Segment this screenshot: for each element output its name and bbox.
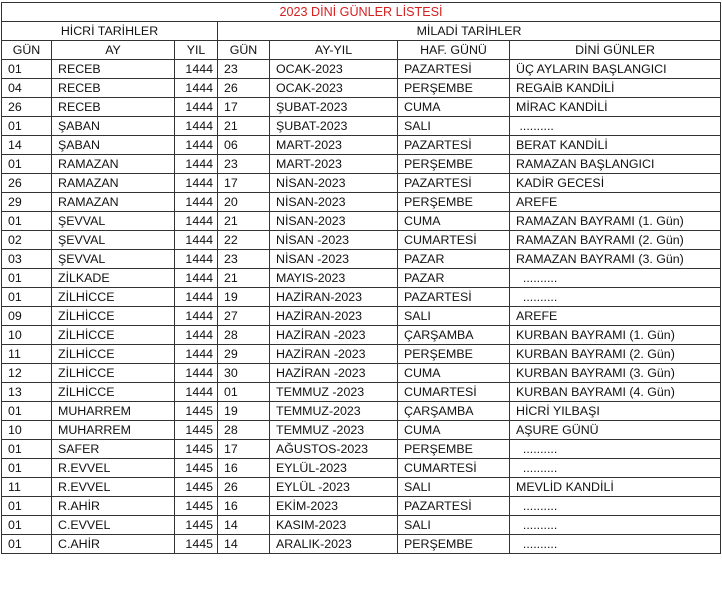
month-year-cell: TEMMUZ-2023 (270, 402, 398, 421)
hicri-year-cell: 1445 (175, 497, 218, 516)
religious-day-cell: .......... (510, 117, 721, 136)
hicri-month-cell: C.EVVEL (52, 516, 175, 535)
month-year-cell: MAYIS-2023 (270, 269, 398, 288)
miladi-day-cell: 23 (218, 250, 270, 269)
religious-day-cell: RAMAZAN BAYRAMI (1. Gün) (510, 212, 721, 231)
miladi-day-cell: 21 (218, 212, 270, 231)
weekday-cell: CUMA (398, 421, 510, 440)
religious-day-cell: AŞURE GÜNÜ (510, 421, 721, 440)
weekday-cell: CUMARTESİ (398, 231, 510, 250)
miladi-day-cell: 21 (218, 269, 270, 288)
miladi-day-cell: 06 (218, 136, 270, 155)
hicri-year-cell: 1445 (175, 535, 218, 554)
hicri-day-cell: 26 (2, 98, 52, 117)
hicri-day-cell: 01 (2, 155, 52, 174)
hicri-month-cell: RAMAZAN (52, 174, 175, 193)
hicri-day-cell: 01 (2, 288, 52, 307)
miladi-day-cell: 20 (218, 193, 270, 212)
religious-day-cell: ÜÇ AYLARIN BAŞLANGICI (510, 60, 721, 79)
hicri-month-cell: ŞEVVAL (52, 212, 175, 231)
religious-day-cell: AREFE (510, 193, 721, 212)
religious-day-cell: .......... (510, 269, 721, 288)
weekday-cell: CUMA (398, 98, 510, 117)
weekday-cell: PAZAR (398, 269, 510, 288)
table-row (2, 79, 721, 98)
religious-day-cell: .......... (510, 516, 721, 535)
miladi-day-cell: 30 (218, 364, 270, 383)
religious-day-cell: KADİR GECESİ (510, 174, 721, 193)
weekday-cell: ÇARŞAMBA (398, 326, 510, 345)
table-row (2, 212, 721, 231)
col-header-weekday: HAF. GÜNÜ (398, 41, 510, 60)
religious-day-cell: .......... (510, 535, 721, 554)
weekday-cell: PAZARTESİ (398, 288, 510, 307)
miladi-day-cell: 17 (218, 98, 270, 117)
weekday-cell: PERŞEMBE (398, 79, 510, 98)
table-row (2, 345, 721, 364)
religious-day-cell: HİCRİ YILBAŞI (510, 402, 721, 421)
month-year-cell: MART-2023 (270, 136, 398, 155)
month-year-cell: TEMMUZ -2023 (270, 421, 398, 440)
month-year-cell: EYLÜL-2023 (270, 459, 398, 478)
hicri-month-cell: ZİLHİCCE (52, 364, 175, 383)
table-row (2, 516, 721, 535)
hicri-month-cell: RAMAZAN (52, 193, 175, 212)
hicri-month-cell: C.AHİR (52, 535, 175, 554)
month-year-cell: EYLÜL -2023 (270, 478, 398, 497)
hicri-month-cell: MUHARREM (52, 421, 175, 440)
religious-day-cell: MEVLİD KANDİLİ (510, 478, 721, 497)
hicri-year-cell: 1444 (175, 231, 218, 250)
month-year-cell: ARALIK-2023 (270, 535, 398, 554)
table-row (2, 98, 721, 117)
month-year-cell: HAZİRAN-2023 (270, 288, 398, 307)
hicri-day-cell: 11 (2, 478, 52, 497)
hicri-month-cell: RECEB (52, 60, 175, 79)
hicri-day-cell: 26 (2, 174, 52, 193)
weekday-cell: SALI (398, 516, 510, 535)
hicri-day-cell: 14 (2, 136, 52, 155)
miladi-day-cell: 14 (218, 535, 270, 554)
table-row (2, 421, 721, 440)
hicri-day-cell: 12 (2, 364, 52, 383)
month-year-cell: NİSAN-2023 (270, 193, 398, 212)
month-year-cell: AĞUSTOS-2023 (270, 440, 398, 459)
table-row (2, 269, 721, 288)
miladi-day-cell: 14 (218, 516, 270, 535)
hicri-year-cell: 1444 (175, 136, 218, 155)
weekday-cell: PERŞEMBE (398, 440, 510, 459)
hicri-day-cell: 01 (2, 459, 52, 478)
table-row (2, 402, 721, 421)
hicri-month-cell: RECEB (52, 98, 175, 117)
hicri-month-cell: ZİLKADE (52, 269, 175, 288)
table-row (2, 60, 721, 79)
table-row (2, 250, 721, 269)
table-row (2, 497, 721, 516)
hicri-month-cell: ŞEVVAL (52, 231, 175, 250)
month-year-cell: NİSAN -2023 (270, 250, 398, 269)
month-year-cell: OCAK-2023 (270, 79, 398, 98)
table-row (2, 478, 721, 497)
hicri-day-cell: 01 (2, 60, 52, 79)
hicri-month-cell: MUHARREM (52, 402, 175, 421)
weekday-cell: PAZARTESİ (398, 497, 510, 516)
religious-day-cell: BERAT KANDİLİ (510, 136, 721, 155)
religious-day-cell: .......... (510, 288, 721, 307)
hicri-day-cell: 10 (2, 421, 52, 440)
hicri-year-cell: 1445 (175, 440, 218, 459)
miladi-day-cell: 17 (218, 440, 270, 459)
hicri-year-cell: 1445 (175, 421, 218, 440)
miladi-day-cell: 19 (218, 402, 270, 421)
hicri-day-cell: 01 (2, 117, 52, 136)
hicri-day-cell: 02 (2, 231, 52, 250)
weekday-cell: ÇARŞAMBA (398, 402, 510, 421)
weekday-cell: PERŞEMBE (398, 535, 510, 554)
hicri-day-cell: 10 (2, 326, 52, 345)
hicri-day-cell: 01 (2, 212, 52, 231)
table-row (2, 174, 721, 193)
month-year-cell: HAZİRAN -2023 (270, 345, 398, 364)
hicri-year-cell: 1445 (175, 516, 218, 535)
religious-day-cell: .......... (510, 497, 721, 516)
hicri-month-cell: RAMAZAN (52, 155, 175, 174)
hicri-month-cell: ZİLHİCCE (52, 307, 175, 326)
hicri-year-cell: 1444 (175, 269, 218, 288)
col-header-hicri-day: GÜN (2, 41, 52, 60)
miladi-day-cell: 21 (218, 117, 270, 136)
religious-day-cell: KURBAN BAYRAMI (2. Gün) (510, 345, 721, 364)
group-header-row (2, 22, 721, 41)
hicri-year-cell: 1444 (175, 79, 218, 98)
hicri-day-cell: 11 (2, 345, 52, 364)
religious-day-cell: KURBAN BAYRAMI (3. Gün) (510, 364, 721, 383)
hicri-month-cell: ZİLHİCCE (52, 288, 175, 307)
miladi-day-cell: 22 (218, 231, 270, 250)
hicri-day-cell: 13 (2, 383, 52, 402)
table-row (2, 535, 721, 554)
hicri-month-cell: ŞEVVAL (52, 250, 175, 269)
col-header-miladi-day: GÜN (218, 41, 270, 60)
col-header-religious-day: DİNİ GÜNLER (510, 41, 721, 60)
weekday-cell: SALI (398, 307, 510, 326)
hicri-month-cell: R.EVVEL (52, 478, 175, 497)
hicri-day-cell: 29 (2, 193, 52, 212)
miladi-day-cell: 26 (218, 478, 270, 497)
hicri-year-cell: 1444 (175, 174, 218, 193)
table-row (2, 117, 721, 136)
month-year-cell: MART-2023 (270, 155, 398, 174)
table-row (2, 383, 721, 402)
month-year-cell: OCAK-2023 (270, 60, 398, 79)
religious-day-cell: .......... (510, 459, 721, 478)
miladi-dates-header: MİLADİ TARİHLER (218, 22, 721, 41)
miladi-day-cell: 23 (218, 155, 270, 174)
hicri-month-cell: ZİLHİCCE (52, 383, 175, 402)
table-row (2, 288, 721, 307)
hicri-year-cell: 1445 (175, 459, 218, 478)
hicri-day-cell: 01 (2, 535, 52, 554)
hicri-year-cell: 1444 (175, 98, 218, 117)
religious-day-cell: REGAİB KANDİLİ (510, 79, 721, 98)
miladi-day-cell: 27 (218, 307, 270, 326)
weekday-cell: CUMA (398, 364, 510, 383)
religious-day-cell: AREFE (510, 307, 721, 326)
religious-day-cell: .......... (510, 440, 721, 459)
col-header-hicri-month: AY (52, 41, 175, 60)
religious-day-cell: RAMAZAN BAŞLANGICI (510, 155, 721, 174)
hicri-month-cell: SAFER (52, 440, 175, 459)
table-row (2, 326, 721, 345)
hicri-day-cell: 01 (2, 440, 52, 459)
weekday-cell: CUMA (398, 212, 510, 231)
month-year-cell: KASIM-2023 (270, 516, 398, 535)
hicri-year-cell: 1444 (175, 193, 218, 212)
hicri-dates-header: HİCRİ TARİHLER (2, 22, 218, 41)
hicri-day-cell: 09 (2, 307, 52, 326)
month-year-cell: TEMMUZ -2023 (270, 383, 398, 402)
hicri-day-cell: 03 (2, 250, 52, 269)
religious-day-cell: RAMAZAN BAYRAMI (3. Gün) (510, 250, 721, 269)
month-year-cell: EKİM-2023 (270, 497, 398, 516)
hicri-month-cell: ZİLHİCCE (52, 326, 175, 345)
religious-day-cell: KURBAN BAYRAMI (1. Gün) (510, 326, 721, 345)
hicri-year-cell: 1444 (175, 345, 218, 364)
hicri-month-cell: R.EVVEL (52, 459, 175, 478)
table-row (2, 440, 721, 459)
hicri-year-cell: 1444 (175, 155, 218, 174)
table-row (2, 136, 721, 155)
hicri-year-cell: 1444 (175, 212, 218, 231)
weekday-cell: PERŞEMBE (398, 155, 510, 174)
miladi-day-cell: 01 (218, 383, 270, 402)
religious-day-cell: KURBAN BAYRAMI (4. Gün) (510, 383, 721, 402)
hicri-year-cell: 1445 (175, 478, 218, 497)
table-title: 2023 DİNİ GÜNLER LİSTESİ (2, 3, 721, 22)
hicri-month-cell: RECEB (52, 79, 175, 98)
hicri-day-cell: 01 (2, 497, 52, 516)
weekday-cell: PAZARTESİ (398, 136, 510, 155)
weekday-cell: PERŞEMBE (398, 345, 510, 364)
hicri-year-cell: 1444 (175, 307, 218, 326)
religious-day-cell: RAMAZAN BAYRAMI (2. Gün) (510, 231, 721, 250)
table-row (2, 307, 721, 326)
religious-days-table (1, 2, 721, 554)
miladi-day-cell: 23 (218, 60, 270, 79)
table-row (2, 364, 721, 383)
weekday-cell: CUMARTESİ (398, 459, 510, 478)
table-row (2, 231, 721, 250)
month-year-cell: NİSAN -2023 (270, 231, 398, 250)
hicri-day-cell: 01 (2, 516, 52, 535)
weekday-cell: PAZARTESİ (398, 60, 510, 79)
table-row (2, 193, 721, 212)
hicri-day-cell: 01 (2, 269, 52, 288)
column-header-row (2, 41, 721, 60)
hicri-year-cell: 1444 (175, 326, 218, 345)
hicri-year-cell: 1444 (175, 383, 218, 402)
miladi-day-cell: 19 (218, 288, 270, 307)
month-year-cell: ŞUBAT-2023 (270, 117, 398, 136)
weekday-cell: SALI (398, 117, 510, 136)
religious-day-cell: MİRAC KANDİLİ (510, 98, 721, 117)
hicri-year-cell: 1444 (175, 250, 218, 269)
miladi-day-cell: 16 (218, 459, 270, 478)
weekday-cell: SALI (398, 478, 510, 497)
hicri-month-cell: ŞABAN (52, 117, 175, 136)
weekday-cell: CUMARTESİ (398, 383, 510, 402)
miladi-day-cell: 28 (218, 326, 270, 345)
table-body (2, 60, 721, 554)
hicri-day-cell: 04 (2, 79, 52, 98)
miladi-day-cell: 28 (218, 421, 270, 440)
hicri-year-cell: 1444 (175, 117, 218, 136)
miladi-day-cell: 16 (218, 497, 270, 516)
hicri-year-cell: 1445 (175, 402, 218, 421)
month-year-cell: HAZİRAN -2023 (270, 326, 398, 345)
miladi-day-cell: 26 (218, 79, 270, 98)
hicri-month-cell: R.AHİR (52, 497, 175, 516)
col-header-hicri-year: YIL (175, 41, 218, 60)
miladi-day-cell: 17 (218, 174, 270, 193)
hicri-year-cell: 1444 (175, 60, 218, 79)
month-year-cell: ŞUBAT-2023 (270, 98, 398, 117)
hicri-year-cell: 1444 (175, 364, 218, 383)
weekday-cell: PERŞEMBE (398, 193, 510, 212)
hicri-month-cell: ŞABAN (52, 136, 175, 155)
hicri-month-cell: ZİLHİCCE (52, 345, 175, 364)
table-row (2, 459, 721, 478)
month-year-cell: NİSAN-2023 (270, 212, 398, 231)
month-year-cell: NİSAN-2023 (270, 174, 398, 193)
col-header-month-year: AY-YIL (270, 41, 398, 60)
miladi-day-cell: 29 (218, 345, 270, 364)
hicri-day-cell: 01 (2, 402, 52, 421)
table-row (2, 155, 721, 174)
title-row (2, 3, 721, 22)
month-year-cell: HAZİRAN-2023 (270, 307, 398, 326)
hicri-year-cell: 1444 (175, 288, 218, 307)
month-year-cell: HAZİRAN -2023 (270, 364, 398, 383)
weekday-cell: PAZAR (398, 250, 510, 269)
weekday-cell: PAZARTESİ (398, 174, 510, 193)
